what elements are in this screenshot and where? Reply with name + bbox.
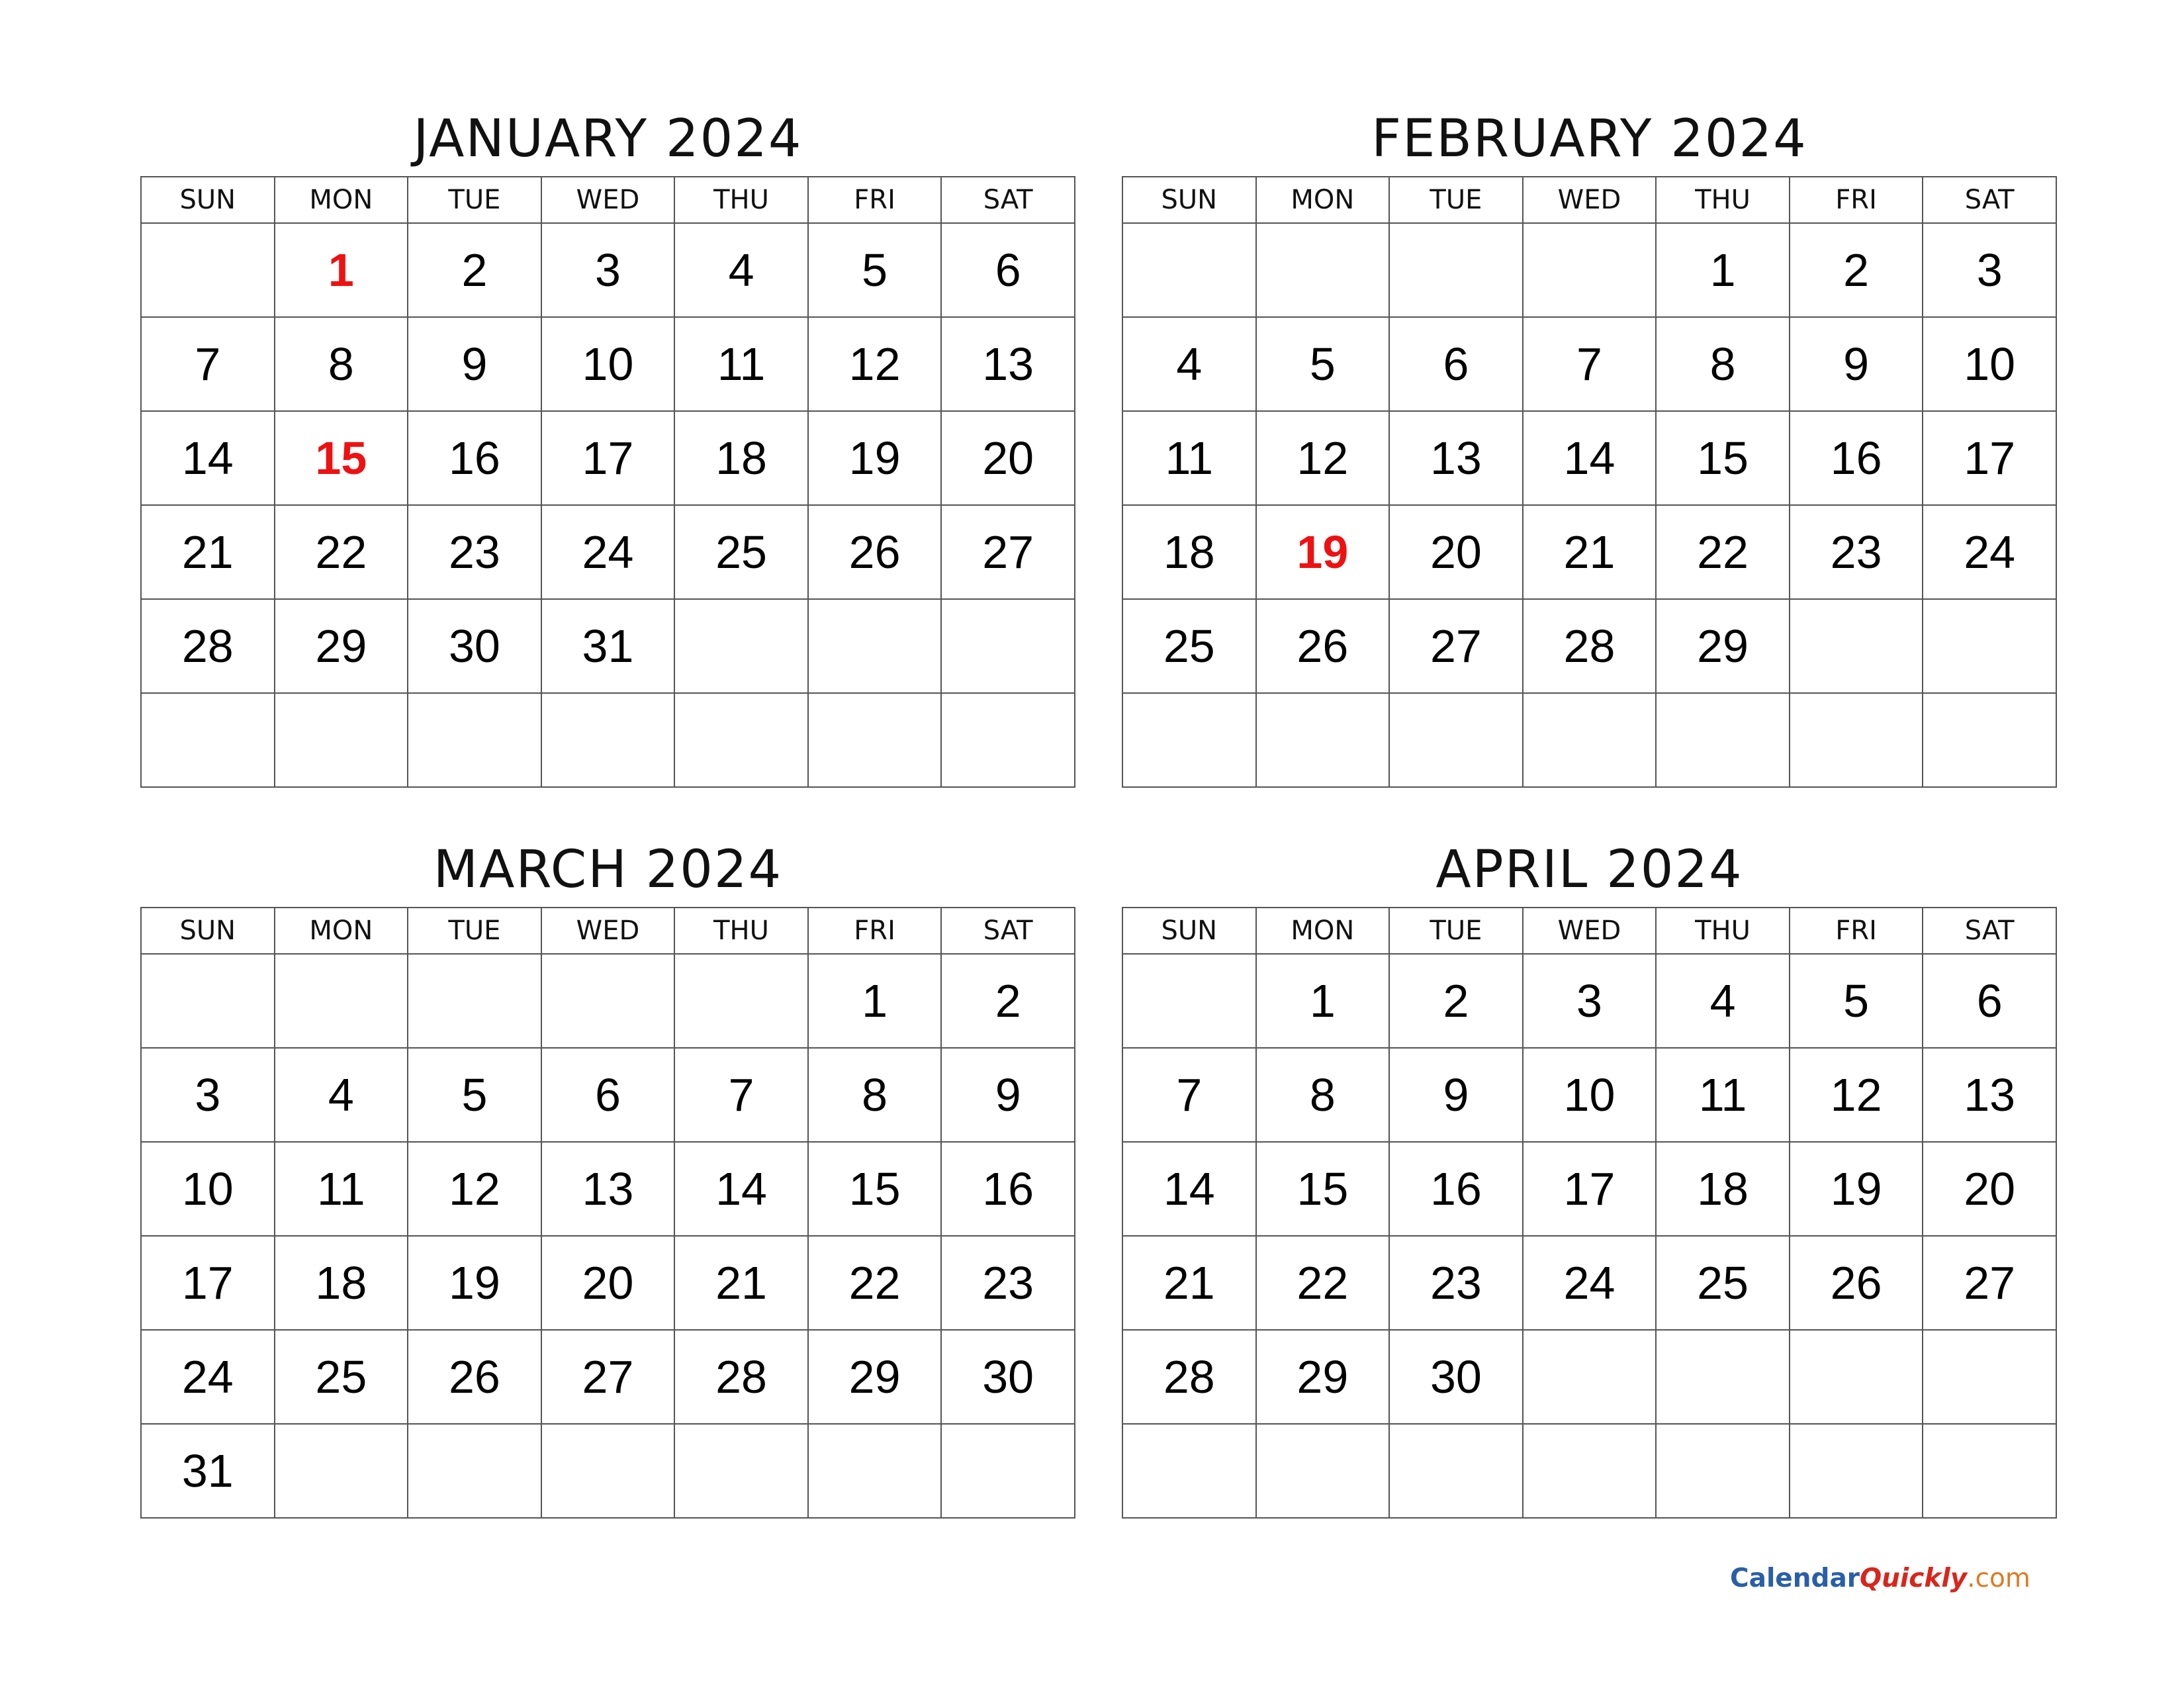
day-cell: 16 [1790, 411, 1923, 505]
day-cell: 6 [541, 1048, 675, 1142]
empty-day-cell [275, 954, 408, 1048]
week-row [141, 693, 1075, 787]
day-cell: 27 [1389, 599, 1523, 693]
day-cell: 13 [941, 317, 1075, 411]
empty-day-cell [1122, 693, 1256, 787]
weekday-header: FRI [808, 177, 942, 223]
empty-day-cell [941, 1424, 1075, 1518]
day-cell: 1 [1656, 223, 1790, 317]
weekday-header: SAT [1923, 177, 2056, 223]
calendar-grid [1122, 907, 2057, 1519]
day-cell: 30 [408, 599, 541, 693]
week-row [1122, 1048, 2056, 1142]
week-row [141, 1330, 1075, 1424]
day-cell: 15 [808, 1142, 942, 1236]
empty-day-cell [1656, 1330, 1790, 1424]
day-cell: 11 [1656, 1048, 1790, 1142]
empty-day-cell [541, 1424, 675, 1518]
weekday-header: FRI [1790, 908, 1923, 954]
month-february [1122, 102, 2057, 788]
brand-logo-part: Quickly [1860, 1564, 1968, 1593]
weekday-header: THU [674, 908, 808, 954]
day-cell: 24 [541, 505, 675, 599]
day-cell: 23 [1389, 1236, 1523, 1330]
day-cell: 31 [141, 1424, 275, 1518]
day-cell: 14 [141, 411, 275, 505]
calendar-grid [1122, 176, 2057, 788]
empty-day-cell [1790, 599, 1923, 693]
weekday-header: WED [541, 908, 675, 954]
empty-day-cell [1389, 693, 1523, 787]
day-cell: 22 [275, 505, 408, 599]
day-cell: 10 [541, 317, 675, 411]
empty-day-cell [1389, 1424, 1523, 1518]
day-cell: 7 [1523, 317, 1657, 411]
week-row [141, 1048, 1075, 1142]
day-cell: 20 [541, 1236, 675, 1330]
day-cell: 28 [674, 1330, 808, 1424]
month-january [140, 102, 1075, 788]
day-cell: 9 [408, 317, 541, 411]
day-cell: 10 [1523, 1048, 1657, 1142]
week-row [141, 1236, 1075, 1330]
day-cell: 7 [141, 317, 275, 411]
day-cell: 3 [541, 223, 675, 317]
month-title: MARCH 2024 [433, 840, 783, 900]
day-cell: 4 [275, 1048, 408, 1142]
day-cell: 21 [1122, 1236, 1256, 1330]
day-cell: 17 [541, 411, 675, 505]
week-row [141, 1142, 1075, 1236]
day-cell: 2 [1790, 223, 1923, 317]
empty-day-cell [1923, 599, 2056, 693]
holiday-day-cell: 1 [275, 223, 408, 317]
week-row [1122, 1236, 2056, 1330]
day-cell: 20 [1923, 1142, 2056, 1236]
day-cell: 11 [1122, 411, 1256, 505]
day-cell: 30 [941, 1330, 1075, 1424]
empty-day-cell [941, 599, 1075, 693]
day-cell: 1 [1256, 954, 1390, 1048]
day-cell: 26 [808, 505, 942, 599]
day-cell: 4 [1122, 317, 1256, 411]
empty-day-cell [1523, 693, 1657, 787]
weekday-header: MON [1256, 908, 1390, 954]
weekday-header-row [1122, 908, 2056, 954]
day-cell: 21 [674, 1236, 808, 1330]
week-row [1122, 1142, 2056, 1236]
empty-day-cell [808, 1424, 942, 1518]
weekday-header: SUN [141, 908, 275, 954]
day-cell: 14 [1122, 1142, 1256, 1236]
day-cell: 19 [808, 411, 942, 505]
empty-day-cell [1656, 1424, 1790, 1518]
weekday-header: THU [674, 177, 808, 223]
empty-day-cell [1523, 223, 1657, 317]
brand-logo-part: .com [1967, 1564, 2030, 1593]
day-cell: 15 [1656, 411, 1790, 505]
weekday-header-row [1122, 177, 2056, 223]
empty-day-cell [1122, 1424, 1256, 1518]
day-cell: 7 [674, 1048, 808, 1142]
day-cell: 29 [1656, 599, 1790, 693]
day-cell: 13 [1389, 411, 1523, 505]
day-cell: 9 [1790, 317, 1923, 411]
month-march [140, 833, 1075, 1519]
week-row [141, 505, 1075, 599]
day-cell: 5 [408, 1048, 541, 1142]
weekday-header-row [141, 177, 1075, 223]
calendar-grid [140, 907, 1075, 1519]
day-cell: 29 [808, 1330, 942, 1424]
weekday-header: SAT [1923, 908, 2056, 954]
day-cell: 21 [1523, 505, 1657, 599]
day-cell: 17 [1923, 411, 2056, 505]
empty-day-cell [1256, 223, 1390, 317]
day-cell: 5 [808, 223, 942, 317]
brand-logo-part: Calendar [1730, 1564, 1860, 1593]
empty-day-cell [141, 693, 275, 787]
weekday-header: WED [1523, 908, 1657, 954]
week-row [1122, 411, 2056, 505]
day-cell: 25 [1122, 599, 1256, 693]
month-title: JANUARY 2024 [413, 109, 803, 169]
week-row [1122, 954, 2056, 1048]
weekday-header: TUE [408, 908, 541, 954]
week-row [1122, 505, 2056, 599]
day-cell: 6 [1923, 954, 2056, 1048]
week-row [1122, 317, 2056, 411]
day-cell: 22 [808, 1236, 942, 1330]
weekday-header: TUE [1389, 908, 1523, 954]
day-cell: 27 [941, 505, 1075, 599]
day-cell: 11 [275, 1142, 408, 1236]
empty-day-cell [1656, 693, 1790, 787]
day-cell: 28 [1122, 1330, 1256, 1424]
month-april [1122, 833, 2057, 1519]
day-cell: 22 [1656, 505, 1790, 599]
empty-day-cell [141, 223, 275, 317]
week-row [141, 599, 1075, 693]
day-cell: 9 [1389, 1048, 1523, 1142]
day-cell: 1 [808, 954, 942, 1048]
week-row [141, 223, 1075, 317]
day-cell: 21 [141, 505, 275, 599]
empty-day-cell [1256, 1424, 1390, 1518]
week-row [1122, 1424, 2056, 1518]
week-row [141, 1424, 1075, 1518]
empty-day-cell [674, 693, 808, 787]
empty-day-cell [1523, 1424, 1657, 1518]
weekday-header: TUE [408, 177, 541, 223]
day-cell: 25 [674, 505, 808, 599]
month-title: FEBRUARY 2024 [1371, 109, 1807, 169]
day-cell: 12 [408, 1142, 541, 1236]
day-cell: 4 [674, 223, 808, 317]
weekday-header: FRI [1790, 177, 1923, 223]
weekday-header: THU [1656, 177, 1790, 223]
day-cell: 3 [1923, 223, 2056, 317]
empty-day-cell [674, 599, 808, 693]
day-cell: 28 [1523, 599, 1657, 693]
week-row [141, 317, 1075, 411]
day-cell: 13 [1923, 1048, 2056, 1142]
month-title: APRIL 2024 [1435, 840, 1743, 900]
holiday-day-cell: 19 [1256, 505, 1390, 599]
weekday-header: MON [1256, 177, 1390, 223]
day-cell: 16 [1389, 1142, 1523, 1236]
day-cell: 24 [1523, 1236, 1657, 1330]
empty-day-cell [1389, 223, 1523, 317]
empty-day-cell [1923, 1330, 2056, 1424]
day-cell: 28 [141, 599, 275, 693]
empty-day-cell [674, 1424, 808, 1518]
brand-logo [1730, 1564, 2030, 1593]
day-cell: 19 [408, 1236, 541, 1330]
day-cell: 10 [141, 1142, 275, 1236]
empty-day-cell [674, 954, 808, 1048]
day-cell: 14 [674, 1142, 808, 1236]
day-cell: 23 [408, 505, 541, 599]
day-cell: 4 [1656, 954, 1790, 1048]
week-row [1122, 1330, 2056, 1424]
day-cell: 24 [141, 1330, 275, 1424]
weekday-header: MON [275, 177, 408, 223]
empty-day-cell [1790, 1424, 1923, 1518]
day-cell: 27 [1923, 1236, 2056, 1330]
weekday-header-row [141, 908, 1075, 954]
empty-day-cell [408, 954, 541, 1048]
day-cell: 18 [674, 411, 808, 505]
day-cell: 27 [541, 1330, 675, 1424]
day-cell: 8 [1656, 317, 1790, 411]
empty-day-cell [1256, 693, 1390, 787]
day-cell: 26 [1256, 599, 1390, 693]
weekday-header: SUN [1122, 177, 1256, 223]
week-row [141, 411, 1075, 505]
weekday-header: SUN [141, 177, 275, 223]
day-cell: 23 [941, 1236, 1075, 1330]
day-cell: 7 [1122, 1048, 1256, 1142]
empty-day-cell [275, 1424, 408, 1518]
day-cell: 2 [941, 954, 1075, 1048]
day-cell: 6 [941, 223, 1075, 317]
day-cell: 22 [1256, 1236, 1390, 1330]
empty-day-cell [1122, 954, 1256, 1048]
day-cell: 2 [1389, 954, 1523, 1048]
day-cell: 9 [941, 1048, 1075, 1142]
day-cell: 18 [1656, 1142, 1790, 1236]
weekday-header: TUE [1389, 177, 1523, 223]
day-cell: 24 [1923, 505, 2056, 599]
day-cell: 19 [1790, 1142, 1923, 1236]
day-cell: 14 [1523, 411, 1657, 505]
day-cell: 15 [1256, 1142, 1390, 1236]
day-cell: 17 [141, 1236, 275, 1330]
day-cell: 20 [941, 411, 1075, 505]
day-cell: 26 [1790, 1236, 1923, 1330]
day-cell: 12 [1790, 1048, 1923, 1142]
weekday-header: SAT [941, 908, 1075, 954]
empty-day-cell [1122, 223, 1256, 317]
weekday-header: SUN [1122, 908, 1256, 954]
day-cell: 6 [1389, 317, 1523, 411]
empty-day-cell [141, 954, 275, 1048]
empty-day-cell [1923, 693, 2056, 787]
day-cell: 5 [1790, 954, 1923, 1048]
day-cell: 10 [1923, 317, 2056, 411]
weekday-header: SAT [941, 177, 1075, 223]
day-cell: 18 [1122, 505, 1256, 599]
day-cell: 31 [541, 599, 675, 693]
week-row [1122, 223, 2056, 317]
day-cell: 16 [941, 1142, 1075, 1236]
week-row [1122, 599, 2056, 693]
empty-day-cell [408, 693, 541, 787]
day-cell: 18 [275, 1236, 408, 1330]
weekday-header: FRI [808, 908, 942, 954]
day-cell: 12 [1256, 411, 1390, 505]
day-cell: 8 [275, 317, 408, 411]
week-row [1122, 693, 2056, 787]
day-cell: 29 [1256, 1330, 1390, 1424]
day-cell: 8 [1256, 1048, 1390, 1142]
empty-day-cell [1790, 1330, 1923, 1424]
empty-day-cell [808, 693, 942, 787]
empty-day-cell [1523, 1330, 1657, 1424]
weekday-header: MON [275, 908, 408, 954]
day-cell: 8 [808, 1048, 942, 1142]
day-cell: 13 [541, 1142, 675, 1236]
day-cell: 25 [1656, 1236, 1790, 1330]
day-cell: 20 [1389, 505, 1523, 599]
weekday-header: THU [1656, 908, 1790, 954]
holiday-day-cell: 15 [275, 411, 408, 505]
day-cell: 23 [1790, 505, 1923, 599]
empty-day-cell [541, 693, 675, 787]
empty-day-cell [1923, 1424, 2056, 1518]
empty-day-cell [275, 693, 408, 787]
day-cell: 3 [1523, 954, 1657, 1048]
week-row [141, 954, 1075, 1048]
day-cell: 16 [408, 411, 541, 505]
empty-day-cell [808, 599, 942, 693]
weekday-header: WED [1523, 177, 1657, 223]
day-cell: 26 [408, 1330, 541, 1424]
empty-day-cell [1790, 693, 1923, 787]
day-cell: 12 [808, 317, 942, 411]
day-cell: 11 [674, 317, 808, 411]
empty-day-cell [408, 1424, 541, 1518]
day-cell: 17 [1523, 1142, 1657, 1236]
day-cell: 3 [141, 1048, 275, 1142]
weekday-header: WED [541, 177, 675, 223]
empty-day-cell [941, 693, 1075, 787]
day-cell: 2 [408, 223, 541, 317]
day-cell: 25 [275, 1330, 408, 1424]
day-cell: 5 [1256, 317, 1390, 411]
empty-day-cell [541, 954, 675, 1048]
day-cell: 30 [1389, 1330, 1523, 1424]
calendar-grid [140, 176, 1075, 788]
day-cell: 29 [275, 599, 408, 693]
